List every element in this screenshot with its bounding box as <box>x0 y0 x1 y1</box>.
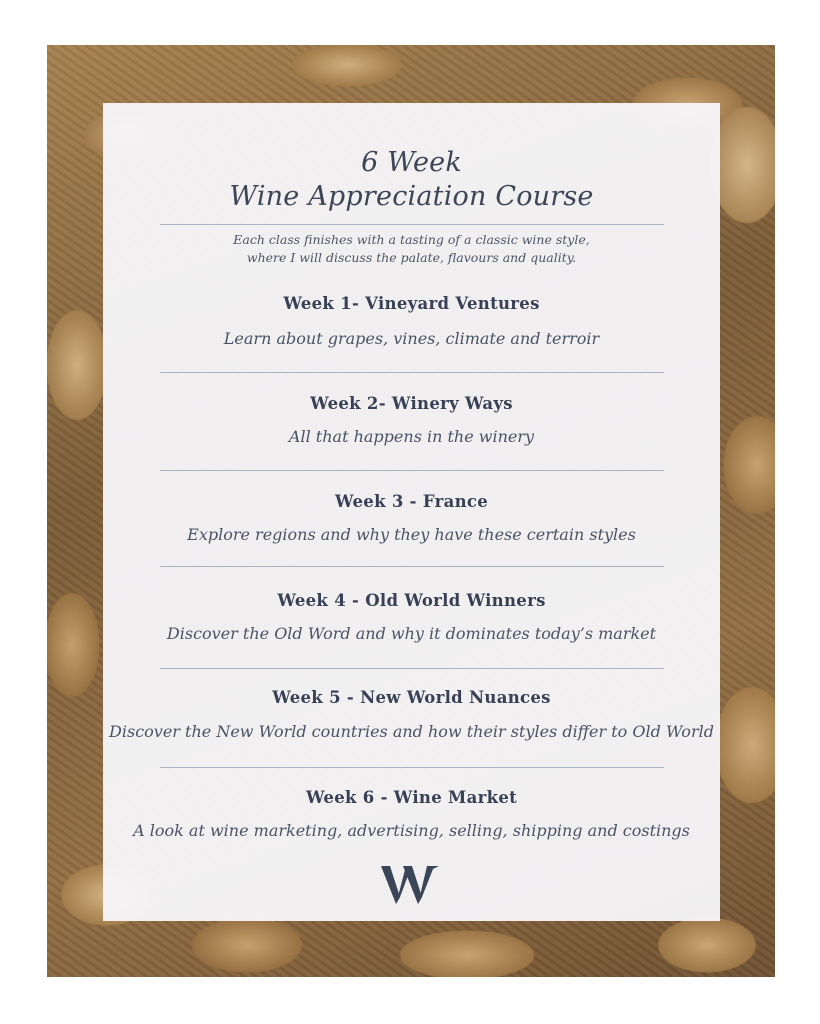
divider <box>160 566 664 567</box>
week-3-description: Explore regions and why they have these certain styles <box>187 525 636 544</box>
week-1-description: Learn about grapes, vines, climate and terroir <box>223 329 600 348</box>
divider <box>160 372 664 373</box>
intro-line2: where I will discuss the palate, flavours and quality. <box>246 250 577 265</box>
week-1-title: Week 1- Vineyard Ventures <box>283 294 540 313</box>
week-6-description: A look at wine marketing, advertising, selling, shipping and costings <box>133 821 690 840</box>
course-title-line1: 6 Week <box>361 147 462 178</box>
divider <box>160 767 664 768</box>
vv-monogram-icon <box>379 863 443 907</box>
week-4-description: Discover the Old Word and why it dominates today’s market <box>166 624 657 643</box>
week-2-title: Week 2- Winery Ways <box>310 394 513 413</box>
divider <box>160 668 664 669</box>
week-4-title: Week 4 - Old World Winners <box>277 591 546 610</box>
week-6-title: Week 6 - Wine Market <box>305 788 518 807</box>
course-title-line2: Wine Appreciation Course <box>229 181 594 212</box>
week-2-description: All that happens in the winery <box>288 427 535 446</box>
course-card <box>103 103 720 921</box>
week-5-description: Discover the New World countries and how their styles differ to Old World <box>109 722 714 741</box>
week-5-title: Week 5 - New World Nuances <box>272 688 551 707</box>
divider <box>160 224 664 225</box>
intro-line1: Each class finishes with a tasting of a classic wine style, <box>233 232 590 247</box>
divider <box>160 470 664 471</box>
week-3-title: Week 3 - France <box>334 492 489 511</box>
